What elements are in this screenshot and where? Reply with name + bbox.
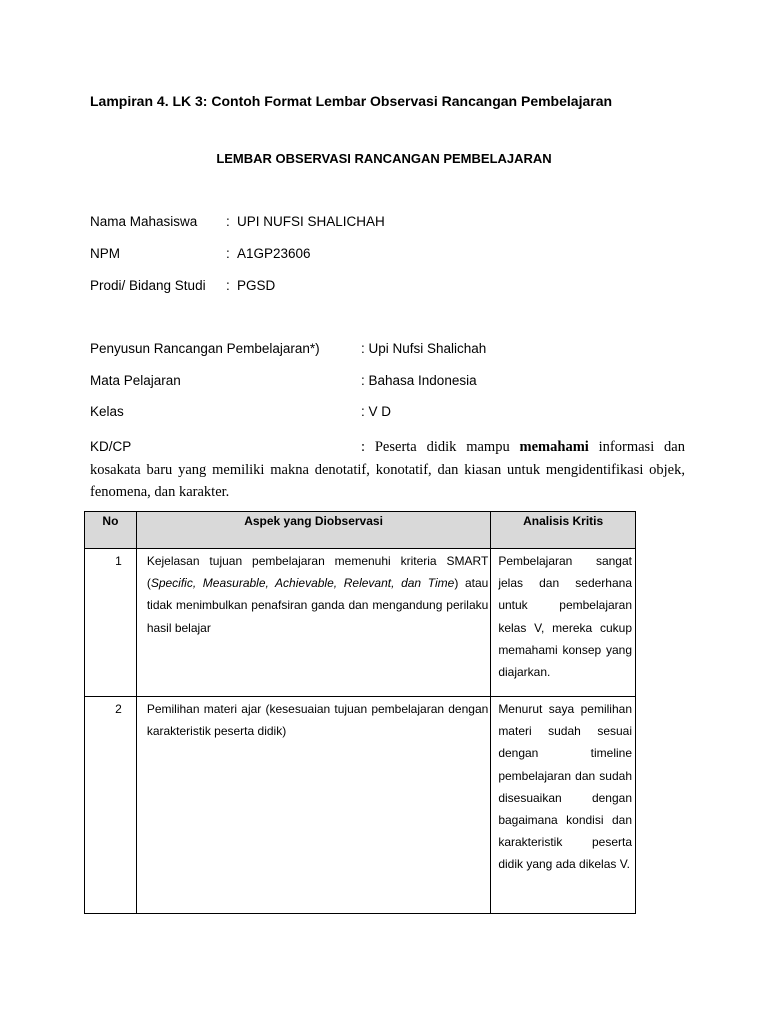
colon: : — [226, 214, 230, 229]
aspek-text-pre: Kejelasan tujuan pembelajaran memenuhi kriteria SMART ( — [146, 554, 489, 591]
aspek-text-italic: Specific, Measurable, Achievable, Relevant, dan Time — [150, 576, 455, 591]
row-number-text: 1 — [115, 554, 122, 568]
subject-value: : Bahasa Indonesia — [361, 373, 477, 388]
subject-label: Mata Pelajaran — [90, 373, 181, 388]
author-value: : Upi Nufsi Shalichah — [361, 341, 487, 356]
kd-text-pre: : Peserta didik mampu — [361, 439, 520, 455]
aspek-cell — [136, 697, 491, 914]
prodi-label: Prodi/ Bidang Studi — [90, 278, 206, 293]
table-row — [85, 549, 636, 697]
kd-text-bold: memahami — [519, 439, 589, 455]
student-name-value: UPI NUFSI SHALICHAH — [237, 214, 385, 229]
npm-label: NPM — [90, 246, 120, 261]
kd-text-post: informasi dan — [588, 439, 685, 455]
npm-value: A1GP23606 — [237, 246, 311, 261]
kd-cp-label: KD/CP — [90, 439, 132, 454]
analisis-text: Pembelajaran sangat jelas dan sederhana untuk pembelajaran kelas V, mereka cukup memahami konsep yang diajarkan. — [498, 554, 632, 680]
class-label: Kelas — [90, 404, 124, 419]
class-value: : V D — [361, 404, 392, 419]
aspek-text — [137, 549, 491, 639]
row-number — [85, 549, 137, 697]
colon: : — [226, 278, 230, 293]
kd-cp-rest: kosakata baru yang memiliki makna denotatif, konotatif, dan kiasan untuk mengidentifikasi objek, fenomena, dan karakter. — [90, 461, 685, 500]
header-no: No — [85, 512, 137, 549]
student-name-label: Nama Mahasiswa — [90, 214, 198, 229]
aspek-text-post: ) atau tidak menimbulkan penafsiran ganda dan mengandung perilaku hasil belajar — [146, 576, 489, 635]
table-row — [85, 697, 636, 914]
table-header-row — [85, 512, 636, 549]
analisis-cell — [491, 697, 636, 914]
author-label: Penyusun Rancangan Pembelajaran*) — [90, 341, 320, 356]
analisis-text: Menurut saya pemilihan materi sudah sesuai dengan timeline pembelajaran dan sudah disesuaikan dengan bagaimana kondisi dan karakteristik peserta didik yang ada dikelas V. — [498, 702, 632, 872]
header-aspek: Aspek yang Diobservasi — [136, 512, 491, 549]
colon: : — [226, 246, 230, 261]
row-number — [85, 697, 137, 914]
header-analisis: Analisis Kritis — [491, 512, 636, 549]
form-title: LEMBAR OBSERVASI RANCANGAN PEMBELAJARAN — [216, 151, 552, 166]
prodi-value: PGSD — [237, 278, 276, 293]
document-heading: Lampiran 4. LK 3: Contoh Format Lembar Observasi Rancangan Pembelajaran — [90, 93, 613, 109]
kd-cp-first-line — [90, 436, 685, 459]
aspek-cell — [136, 549, 491, 697]
kd-cp-block — [90, 436, 685, 504]
aspek-text: Pemilihan materi ajar (kesesuaian tujuan pembelajaran dengan karakteristik peserta didik) — [146, 702, 489, 739]
row-number-text: 2 — [115, 702, 122, 716]
analisis-cell — [491, 549, 636, 697]
observation-table — [84, 511, 636, 914]
